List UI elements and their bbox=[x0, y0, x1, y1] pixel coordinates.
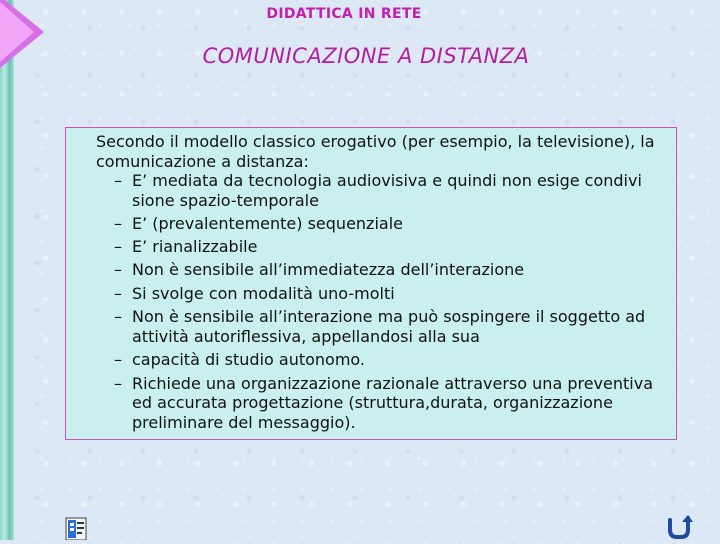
return-arrow-icon[interactable] bbox=[664, 514, 694, 540]
bullet-text: Non è sensibile all’interazione ma può sospingere il soggetto ad attività autoriflessiva, appellandosi alla sua bbox=[132, 307, 646, 346]
content-box bbox=[65, 127, 677, 440]
bullet-dash: – bbox=[114, 373, 122, 393]
header-title-text: DIDATTICA IN RETE bbox=[266, 6, 422, 22]
bullet-item bbox=[98, 307, 670, 346]
bullet-item bbox=[98, 260, 670, 280]
content-text bbox=[96, 132, 670, 436]
bullet-dash: – bbox=[114, 307, 122, 326]
bullet-dash: – bbox=[114, 214, 122, 233]
home-link-icon[interactable] bbox=[64, 516, 90, 540]
bullet-dash: – bbox=[114, 260, 122, 279]
bullet-dash: – bbox=[114, 283, 122, 303]
bullet-text: capacità di studio autonomo. bbox=[132, 350, 365, 369]
bullet-item bbox=[98, 350, 670, 370]
bullet-text: E’ rianalizzabile bbox=[132, 236, 258, 256]
header-title bbox=[0, 6, 704, 22]
bullet-dash: – bbox=[114, 171, 122, 190]
bullet-item bbox=[98, 214, 670, 234]
bullet-text: E’ mediata da tecnologia audiovisiva e quindi non esige condivi sione spazio-temporale bbox=[132, 171, 642, 210]
slide-title: COMUNICAZIONE A DISTANZA bbox=[202, 44, 530, 68]
left-sidebar-bar bbox=[0, 0, 14, 540]
bullet-dash: – bbox=[114, 350, 122, 369]
home-link-icon-graphic bbox=[64, 516, 90, 540]
bullet-text: Non è sensibile all’immediatezza dell’interazione bbox=[132, 260, 525, 279]
bullet-list bbox=[96, 171, 670, 432]
intro-paragraph: Secondo il modello classico erogativo (per esempio, la televisione), la comunicazione a distanza: bbox=[96, 132, 655, 171]
bullet-item bbox=[98, 171, 670, 210]
bullet-text: Richiede una organizzazione razionale attraverso una preventiva ed accurata progettazione (struttura,durata, organizzazione preliminare del messaggio). bbox=[132, 373, 653, 432]
bullet-text: E’ (prevalentemente) sequenziale bbox=[132, 214, 403, 233]
bullet-dash: – bbox=[114, 236, 122, 256]
bullet-item bbox=[98, 284, 670, 304]
return-arrow-icon-graphic bbox=[664, 514, 694, 540]
bullet-item bbox=[98, 374, 670, 433]
bullet-text: Si svolge con modalità uno-molti bbox=[132, 283, 395, 303]
bullet-item bbox=[98, 237, 670, 257]
